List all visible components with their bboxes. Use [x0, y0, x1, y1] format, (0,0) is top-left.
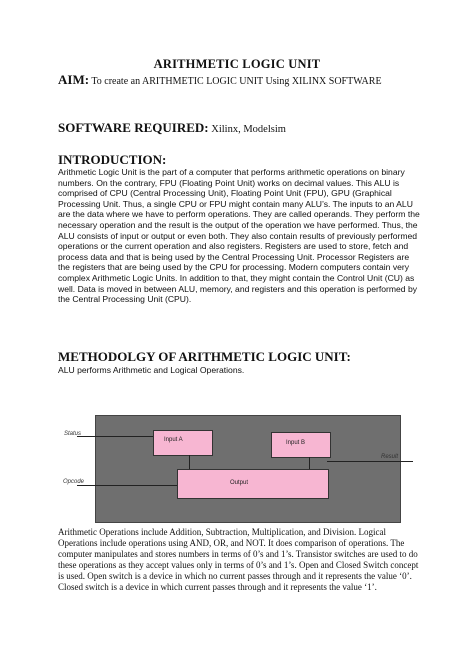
- alu-diagram: [55, 415, 435, 525]
- software-text: Xilinx, Modelsim: [211, 124, 286, 135]
- status-line: [77, 436, 153, 437]
- aim-text: To create an ARITHMETIC LOGIC UNIT Using XILINX SOFTWARE: [91, 76, 382, 87]
- result-line: [327, 461, 413, 462]
- methodology-subtext: ALU performs Arithmetic and Logical Operations.: [58, 365, 245, 375]
- input-b-connector: [309, 457, 310, 469]
- input-a-connector: [189, 455, 190, 469]
- introduction-heading: INTRODUCTION:: [58, 152, 167, 167]
- output-box: [177, 469, 329, 499]
- software-label: SOFTWARE REQUIRED:: [58, 120, 209, 135]
- input-b-label: Input B: [286, 440, 306, 446]
- page-title: ARITHMETIC LOGIC UNIT: [153, 57, 321, 71]
- aim-section: [58, 74, 428, 88]
- aim-label: AIM:: [58, 72, 90, 87]
- result-label: Result: [381, 454, 399, 460]
- opcode-label: Opcode: [63, 479, 85, 485]
- input-b-box: [271, 432, 331, 458]
- software-section: [58, 120, 428, 136]
- input-a-label: Input A: [164, 437, 183, 443]
- input-a-box: [153, 430, 213, 456]
- methodology-heading: METHODOLGY OF ARITHMETIC LOGIC UNIT:: [58, 349, 351, 364]
- introduction-body: Arithmetic Logic Unit is the part of a computer that performs arithmetic operations on binary numbers. On the contrary, FPU (Floating Point Unit) works on decimal values. This ALU is comprised of CPU (Central Processing Unit), Floating Point Unit (FPU), GPU (Graphical Processing Unit. Thus, a single CPU or FPU might contain many ALU’s. The inputs to an ALU are the data where we have to perform operations. They are called operands. They perform the necessary operation and the result is the output of the operation we have performed. Thus, the ALU consists of input or output or even both. They also contain results of previously performed operations or the current operation and also registers. Registers are used to store, fetch and process data and that is being used by the Central Processing Unit. Processor Registers are the registers that are being used by the CPU for processing. Modern computers contain very complex Arithmetic Logic Units. In addition to that, they might contain the Control Unit (CU) as well. Data is moved in between ALU, memory, and registers and this operation is performed by the Central Processing Unit (CPU).: [58, 167, 420, 305]
- operations-body: Arithmetic Operations include Addition, Subtraction, Multiplication, and Division. Logical Operations include operations using AND, OR, and NOT. It does comparison of operations. The computer manipulates and stores numbers in terms of 0’s and 1’s. Transistor switches are used to do these operations as they accept values only in terms of 0’s and 1’s. Open and Closed Switch concept is used. Open switch is a device in which no current passes through and it represents the value ‘0’. Closed switch is a device in which current passes through and it represents the value ‘1’.: [58, 527, 419, 592]
- opcode-line: [77, 485, 177, 486]
- output-label: Output: [230, 480, 249, 486]
- status-label: Status: [64, 431, 82, 437]
